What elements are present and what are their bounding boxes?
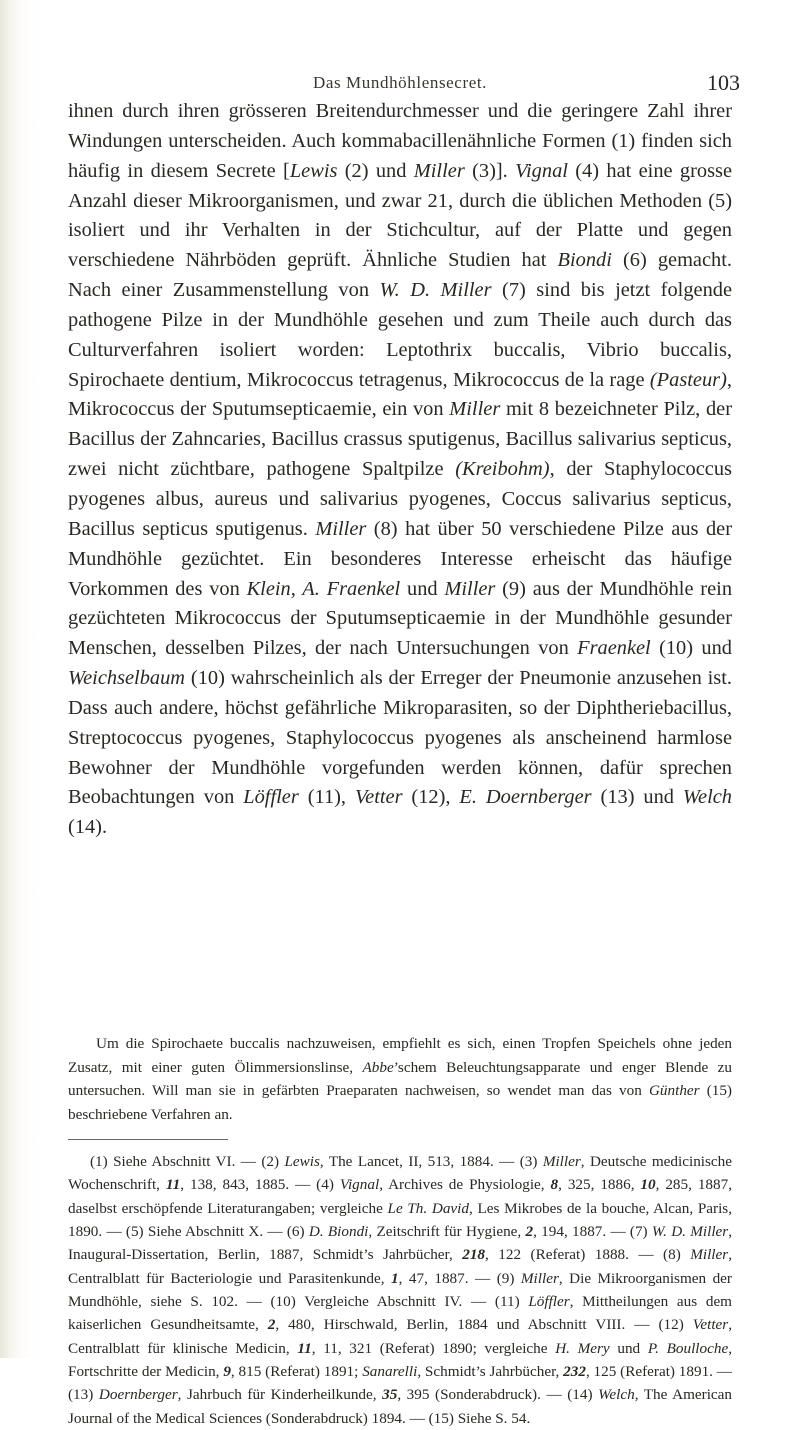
author-citation: Vignal	[339, 1176, 380, 1194]
volume-number: 9	[223, 1363, 231, 1381]
volume-number: 35	[382, 1386, 398, 1404]
author-citation: Weichselbaum	[68, 667, 186, 690]
author-citation: Vetter	[692, 1316, 729, 1334]
volume-number: 2	[267, 1316, 276, 1334]
author-citation: W. D. Miller	[379, 279, 492, 302]
author-citation: P. Boulloche	[647, 1339, 729, 1357]
author-citation: Le Th. David	[387, 1199, 469, 1217]
author-citation: E. Doernberger	[459, 786, 592, 809]
volume-number: 218	[462, 1246, 486, 1264]
volume-number: 11	[297, 1339, 312, 1357]
small-print-note: Um die Spirochaete buccalis nachzuweisen, empfiehlt es sich, einen Tropfen Speichels ohne jeden Zusatz, mit einer guten Ölimmersionslinse, Abbe’schem Beleuchtungsapparate und enger Blende zu untersuchen. Will man sie in gefärbten Praeparaten nachweisen, so wendet man das von Günther (15) beschriebene Verfahren an.	[68, 1035, 732, 1123]
author-citation: Lewis	[284, 1153, 320, 1170]
author-citation: Miller	[542, 1153, 581, 1170]
author-citation: Miller	[690, 1246, 729, 1264]
author-citation: (Pasteur)	[649, 368, 727, 391]
author-citation: Biondi	[557, 249, 612, 272]
author-citation: Vetter	[354, 786, 403, 809]
author-citation: Vignal	[515, 159, 568, 182]
volume-number: 2	[525, 1223, 534, 1241]
author-citation: Welch	[598, 1386, 635, 1404]
page-number: 103	[707, 70, 740, 95]
author-citation: Doernberger	[98, 1386, 178, 1404]
author-citation: Miller	[520, 1269, 559, 1287]
author-citation: Abbe	[362, 1058, 394, 1076]
author-citation: (Kreibohm)	[455, 458, 550, 481]
main-paragraph: ihnen durch ihren grösseren Breitendurchmesser und die geringere Zahl ihrer Windungen unterscheiden. Auch kommabacillenähnliche Formen (1) finden sich häufig in diesem Secrete [Lewis (2) und Miller (3)]. Vignal (4) hat eine grosse Anzahl dieser Mikroorganismen, und zwar 21, durch die üblichen Methoden (5) isoliert und ihr Verhalten in der Stichcultur, auf der Platte und gegen verschiedene Nährböden geprüft. Ähnliche Studien hat Biondi (6) gemacht. Nach einer Zusammenstellung von W. D. Miller (7) sind bis jetzt folgende pathogene Pilze in der Mundhöhle gesehen und zum Theile auch durch das Culturverfahren isoliert worden: Leptothrix buccalis, Vibrio buccalis, Spirochaete dentium, Mikrococcus tetragenus, Mikrococcus de la rage (Pasteur), Mikrococcus der Sputumsepticaemie, ein von Miller mit 8 bezeichneter Pilz, der Bacillus der Zahncaries, Bacillus crassus sputigenus, Bacillus salivarius septicus, zwei nicht züchtbare, pathogene Spaltpilze (Kreibohm), der Staphylococcus pyogenes albus, aureus und salivarius pyogenes, Coccus salivarius septicus, Bacillus septicus sputigenus. Miller (8) hat über 50 verschiedene Pilze aus der Mundhöhle gezüchtet. Ein besonderes Interesse erheischt das häufige Vorkommen des von Klein, A. Fraenkel und Miller (9) aus der Mundhöhle rein gezüchteten Mikrococcus der Sputumsepticaemie in der Mundhöhle gesunder Menschen, desselben Pilzes, der nach Untersuchungen von Fraenkel (10) und Weichselbaum (10) wahrscheinlich als der Erreger der Pneumonie anzusehen ist. Dass auch andere, höchst gefährliche Mikroparasiten, so der Diphtheriebacillus, Streptococcus pyogenes, Staphylococcus pyogenes als anscheinend harmlose Bewohner der Mundhöhle vorgefunden werden können, dafür sprechen Beobachtungen von Löffler (11), Vetter (12), E. Doernberger (13) und Welch (14).	[68, 100, 733, 839]
author-citation: Sanarelli	[362, 1363, 418, 1381]
author-citation: Löffler	[243, 786, 299, 809]
author-citation: Miller	[444, 577, 496, 600]
volume-number: 1	[391, 1269, 399, 1287]
author-citation: Klein, A. Fraenkel	[246, 577, 401, 600]
footnote-divider	[68, 1139, 228, 1140]
volume-number: 10	[640, 1176, 656, 1194]
author-citation: W. D. Miller	[651, 1223, 729, 1241]
volume-number: 8	[550, 1176, 559, 1194]
author-citation: Löffler	[528, 1293, 570, 1311]
author-citation: Welch	[682, 786, 732, 809]
author-citation: D. Biondi	[308, 1223, 369, 1241]
author-citation: H. Mery	[555, 1339, 610, 1357]
author-citation: Miller	[413, 159, 465, 182]
author-citation: Miller	[315, 517, 367, 540]
author-citation: Günther	[648, 1082, 700, 1100]
author-citation: Fraenkel	[577, 637, 651, 660]
volume-number: 232	[563, 1363, 586, 1381]
footnotes: (1) Siehe Abschnitt VI. — (2) Lewis, The Lancet, II, 513, 1884. — (3) Miller, Deutsche medicinische Wochenschrift, 11, 138, 843, 1885. — (4) Vignal, Archives de Physiologie, 8, 325, 1886, 10, 285, 1887, daselbst erschöpfende Literaturangaben; vergleiche Le Th. David, Les Mikrobes de la bouche, Alcan, Paris, 1890. — (5) Siehe Abschnitt X. — (6) D. Biondi, Zeitschrift für Hygiene, 2, 194, 1887. — (7) W. D. Miller, Inaugural-Dissertation, Berlin, 1887, Schmidt’s Jahrbücher, 218, 122 (Referat) 1888. — (8) Miller, Centralblatt für Bacteriologie und Parasitenkunde, 1, 47, 1887. — (9) Miller, Die Mikroorganismen der Mundhöhle, siehe S. 102. — (10) Vergleiche Abschnitt IV. — (11) Löffler, Mittheilungen aus dem kaiserlichen Gesundheitsamte, 2, 480, Hirschwald, Berlin, 1884 und Abschnitt VIII. — (12) Vetter, Centralblatt für klinische Medicin, 11, 11, 321 (Referat) 1890; vergleiche H. Mery und P. Boulloche, Fortschritte der Medicin, 9, 815 (Referat) 1891; Sanarelli, Schmidt’s Jahrbücher, 232, 125 (Referat) 1891. — (13) Doernberger, Jahrbuch für Kinderheilkunde, 35, 395 (Sonderabdruck). — (14) Welch, The American Journal of the Medical Sciences (Sonderabdruck) 1894. — (15) Siehe S. 54.	[68, 1153, 733, 1427]
author-citation: Miller	[449, 398, 501, 421]
author-citation: Lewis	[289, 159, 338, 182]
volume-number: 11	[165, 1176, 181, 1194]
running-title: Das Mundhöhlensecret.	[312, 73, 488, 92]
